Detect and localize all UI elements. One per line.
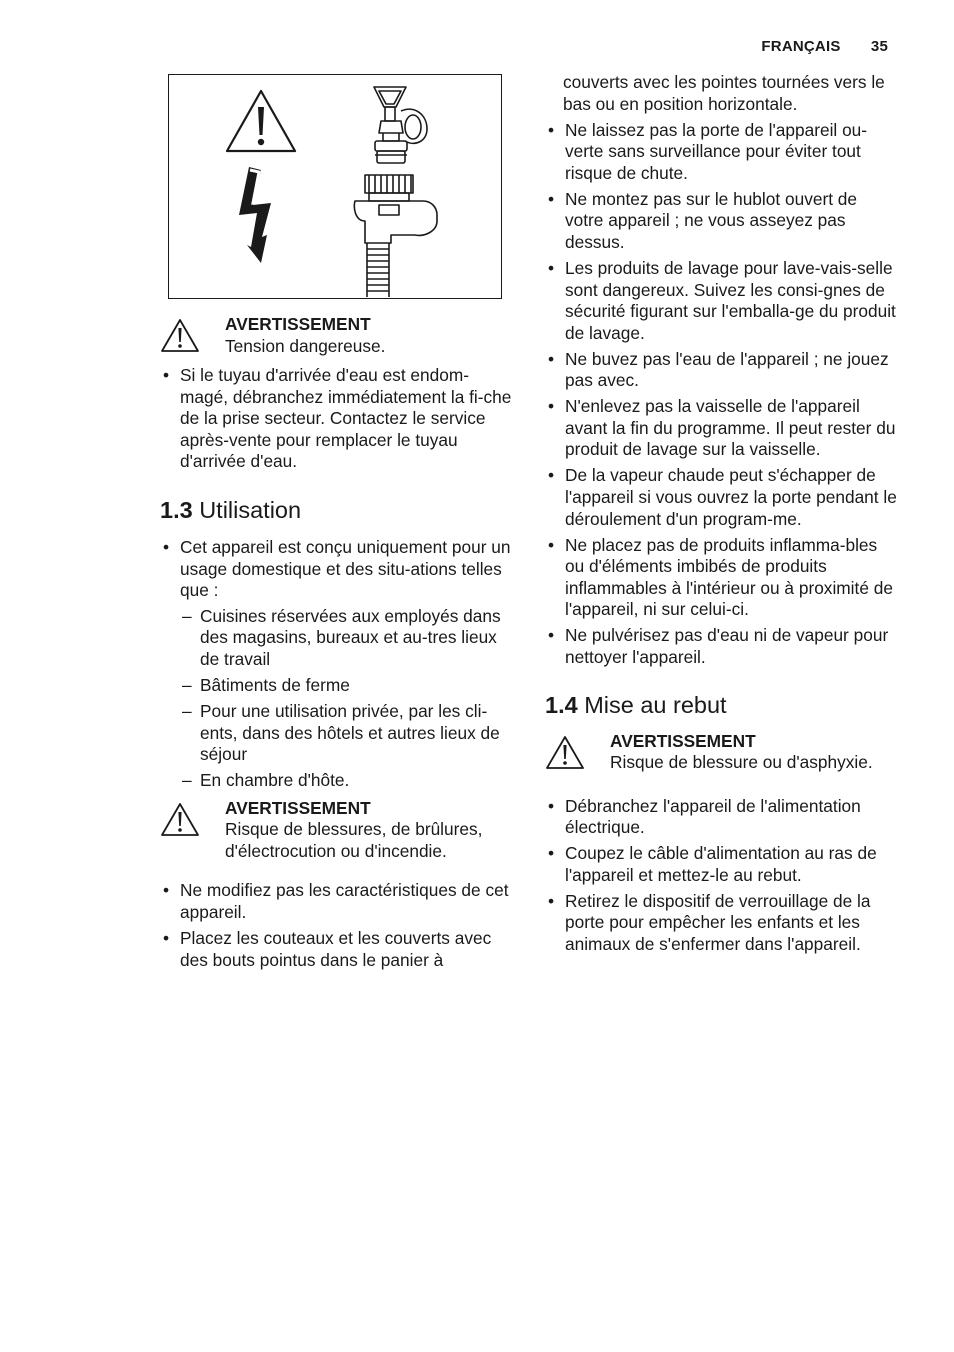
bullet-list: [545, 796, 899, 956]
warning-triangle-icon: [545, 735, 585, 771]
continued-text: couverts avec les pointes tournées vers le bas ou en position horizontale.: [563, 72, 885, 114]
warning-triangle-icon: [160, 802, 200, 838]
section-heading-1-4: [545, 691, 899, 719]
header-language: FRANÇAIS: [761, 38, 841, 55]
safety-illustration: [168, 74, 502, 299]
list-item: • Coupez le câble d'alimentation au ras de l'appareil et mettez-le au rebut.: [545, 843, 899, 886]
list-item: • Ne modifiez pas les caractéristiques de cet appareil.: [160, 880, 514, 923]
warning-text: Risque de blessures, de brûlures, d'électrocution ou d'incendie.: [225, 819, 483, 861]
warning-text: Risque de blessure ou d'asphyxie.: [610, 752, 873, 773]
list-item: • Ne pulvérisez pas d'eau ni de vapeur pour nettoyer l'appareil.: [545, 625, 899, 668]
list-item: • Les produits de lavage pour lave-vais-selle sont dangereux. Suivez les consi-gnes de sécurité figurant sur l'emballa-ge du produit de lavage.: [545, 258, 899, 344]
warning-title: AVERTISSEMENT: [225, 797, 371, 818]
dash-item: – Pour une utilisation privée, par les cli-ents, dans des hôtels et autres lieux de séjour: [180, 701, 514, 766]
list-item: • Ne laissez pas la porte de l'appareil ou-verte sans surveillance pour éviter tout risque de chute.: [545, 120, 899, 185]
list-item: • Ne montez pas sur le hublot ouvert de votre appareil ; ne vous asseyez pas dessus.: [545, 189, 899, 254]
list-item: • N'enlevez pas la vaisselle de l'appareil avant la fin du programme. Il peut rester du produit de lavage sur la vaisselle.: [545, 396, 899, 461]
list-item-text: Cet appareil est conçu uniquement pour un usage domestique et des situ-ations telles que :: [180, 536, 511, 601]
warning-title: AVERTISSEMENT: [225, 314, 371, 334]
section-number: 1.4: [545, 691, 578, 718]
section-title: Mise au rebut: [584, 691, 727, 718]
warning-triangle-icon: [227, 91, 295, 151]
bullet-list: [160, 880, 514, 971]
list-item: • Débranchez l'appareil de l'alimentation électrique.: [545, 796, 899, 839]
list-item: • De la vapeur chaude peut s'échapper de l'appareil si vous ouvrez la porte pendant le déroulement d'un program-me.: [545, 465, 899, 530]
left-column: [160, 72, 514, 976]
bullet-list: [160, 537, 514, 792]
inlet-hose-icon: [354, 175, 437, 297]
section-heading-1-3: [160, 496, 514, 524]
warning-injury-fire: [160, 798, 514, 863]
warning-title: AVERTISSEMENT: [610, 730, 756, 751]
warning-voltage: [160, 314, 514, 362]
warning-text: Tension dangereuse.: [225, 335, 386, 356]
dash-item: – Cuisines réservées aux employés dans des magasins, bureaux et au-tres lieux de travail: [180, 606, 514, 671]
dash-item: – Bâtiments de ferme: [180, 675, 514, 697]
right-column: [545, 72, 899, 960]
list-item: [160, 537, 514, 792]
list-item: • Ne placez pas de produits inflamma-bles ou d'éléments imbibés de produits inflammables à l'intérieur ou à proximité de l'appareil, ni sur celui-ci.: [545, 535, 899, 621]
list-item: • Retirez le dispositif de verrouillage de la porte pour empêcher les enfants et les animaux de s'enfermer dans l'appareil.: [545, 891, 899, 956]
bullet-list: [160, 365, 514, 473]
dash-list: [180, 606, 514, 792]
section-title: Utilisation: [199, 496, 302, 523]
page-number: 35: [870, 38, 888, 55]
list-item: • Placez les couteaux et les couverts avec des bouts pointus dans le panier à: [160, 928, 514, 971]
section-number: 1.3: [160, 496, 193, 523]
list-item: • Ne buvez pas l'eau de l'appareil ; ne jouez pas avec.: [545, 349, 899, 392]
page-header: [761, 38, 888, 55]
warning-asphyxia: [545, 731, 899, 779]
water-tap-icon: [374, 87, 427, 163]
warning-triangle-icon: [160, 318, 200, 354]
bullet-list: [545, 120, 899, 669]
dash-item: – En chambre d'hôte.: [180, 770, 514, 792]
lightning-bolt-icon: [239, 167, 271, 263]
list-item: • Si le tuyau d'arrivée d'eau est endom-magé, débranchez immédiatement la fi-che de la prise secteur. Contactez le service après-vente pour remplacer le tuyau d'arrivée d'eau.: [160, 365, 514, 473]
